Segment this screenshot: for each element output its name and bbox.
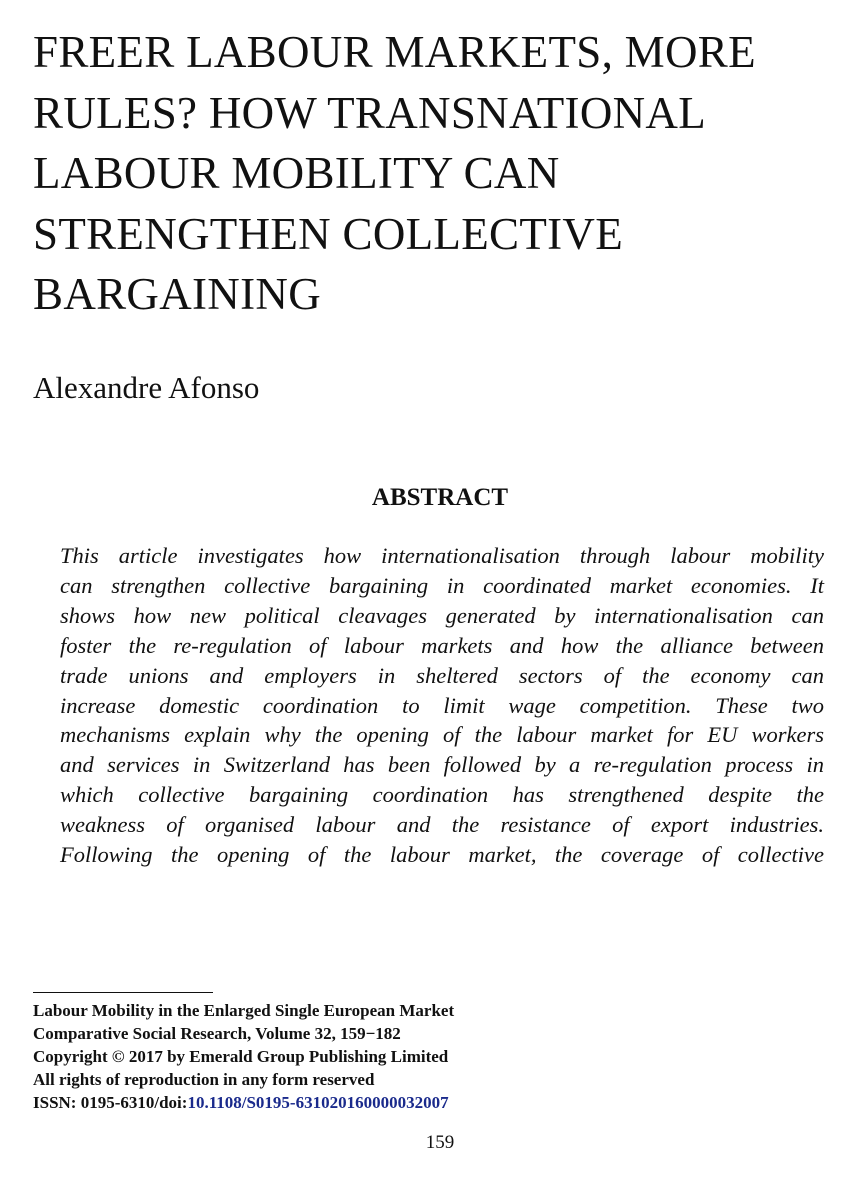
copyright-notice: Copyright © 2017 by Emerald Group Publishing Limited: [33, 1047, 449, 1066]
book-title: Labour Mobility in the Enlarged Single European Market: [33, 1001, 455, 1020]
abstract-line: weakness of organised labour and the resistance of export industries.: [60, 812, 824, 838]
title-line: BARGAINING: [33, 269, 321, 319]
author-name: Alexandre Afonso: [33, 370, 260, 405]
abstract-line: can strengthen collective bargaining in coordinated market economies. It: [60, 572, 824, 598]
abstract-line: shows how new political cleavages generated by internationalisation can: [60, 602, 824, 628]
footnote-divider: [33, 992, 213, 993]
publication-footnote: [33, 999, 454, 1114]
abstract-line: mechanisms explain why the opening of the labour market for EU workers: [60, 722, 824, 748]
article-title: [33, 22, 843, 325]
abstract-line: Following the opening of the labour market, the coverage of collective: [60, 842, 824, 868]
abstract-line: increase domestic coordination to limit wage competition. These two: [60, 692, 824, 718]
abstract-line: This article investigates how internationalisation through labour mobility: [60, 543, 824, 568]
issn-prefix: ISSN: 0195-6310/doi:: [33, 1093, 188, 1112]
title-line: FREER LABOUR MARKETS, MORE: [33, 27, 756, 77]
title-line: LABOUR MOBILITY CAN: [33, 148, 560, 198]
abstract-heading: ABSTRACT: [371, 484, 509, 511]
abstract-line: which collective bargaining coordination has strengthened despite the: [60, 782, 824, 808]
issn-doi-line: [33, 1091, 454, 1114]
doi-link[interactable]: 10.1108/S0195-631020160000032007: [187, 1093, 449, 1112]
abstract-line: and services in Switzerland has been followed by a re-regulation process in: [60, 752, 824, 778]
abstract-line: trade unions and employers in sheltered sectors of the economy can: [60, 662, 824, 688]
title-line: RULES? HOW TRANSNATIONAL: [33, 87, 707, 138]
page-number: 159: [425, 1132, 455, 1153]
title-line: STRENGTHEN COLLECTIVE: [33, 208, 623, 259]
series-info: Comparative Social Research, Volume 32, 159−182: [33, 1024, 401, 1043]
rights-notice: All rights of reproduction in any form reserved: [33, 1070, 375, 1089]
abstract-body: [60, 541, 824, 870]
abstract-line: foster the re-regulation of labour markets and how the alliance between: [60, 632, 824, 658]
